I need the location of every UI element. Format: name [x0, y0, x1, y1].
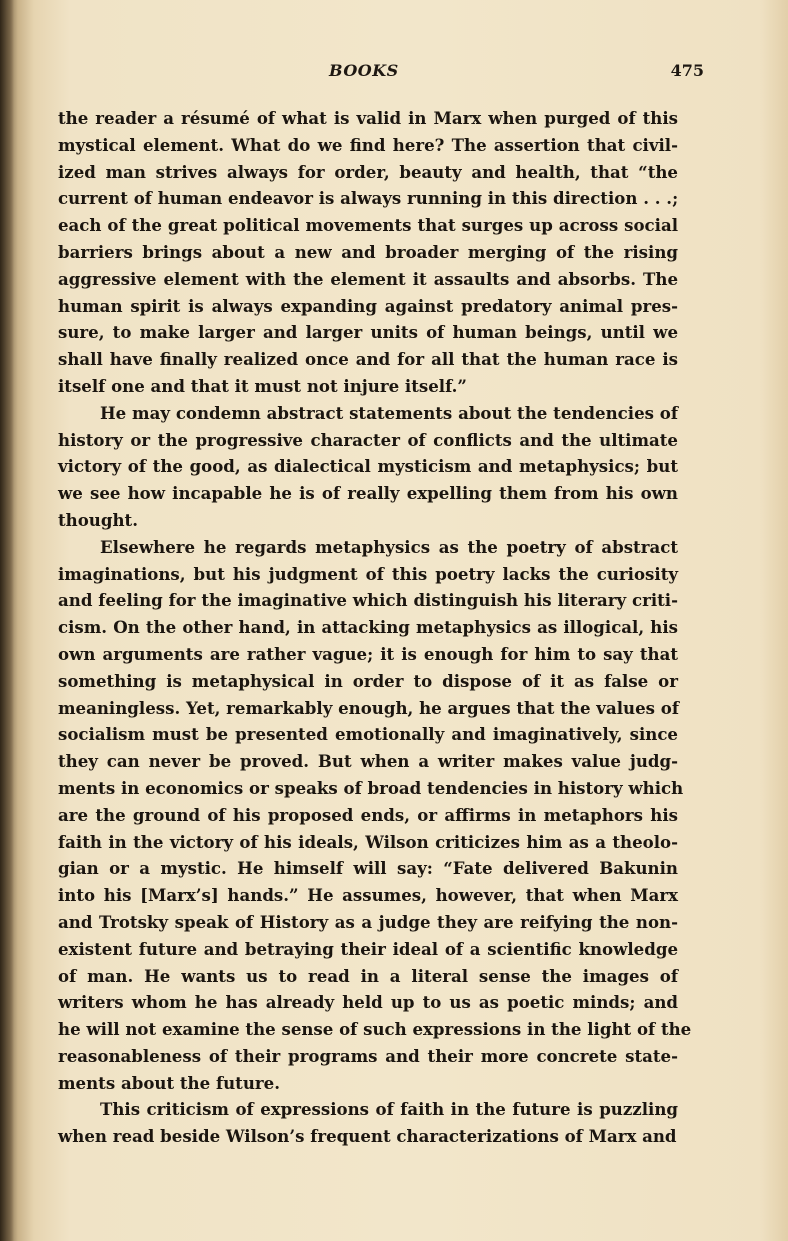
text-line: itself one and that it must not injure itself.”: [58, 375, 467, 396]
page-header: [56, 61, 756, 85]
text-line: barriers brings about a new and broader merging of the rising: [58, 241, 678, 262]
text-line: into his [Marx’s] hands.” He assumes, however, that when Marx: [58, 885, 678, 906]
text-line: cism. On the other hand, in attacking metaphysics as illogical, his: [58, 617, 678, 638]
text-line: something is metaphysical in order to dispose of it as false or: [58, 670, 678, 691]
text-line: meaningless. Yet, remarkably enough, he argues that the values of: [58, 697, 679, 718]
text-line: current of human endeavor is always running in this direction . . .;: [58, 188, 679, 209]
running-head: BOOKS: [329, 61, 399, 80]
text-line: Elsewhere he regards metaphysics as the poetry of abstract: [100, 536, 678, 557]
text-line: He may condemn abstract statements about the tendencies of: [100, 402, 678, 423]
paragraph-3: [58, 534, 692, 1097]
text-line: reasonableness of their programs and their more concrete state-: [58, 1045, 678, 1066]
text-line: the reader a résumé of what is valid in Marx when purged of this: [58, 108, 678, 128]
paragraph-4: [58, 1096, 678, 1150]
text-line: writers whom he has already held up to us as poetic minds; and: [58, 992, 678, 1013]
text-line: we see how incapable he is of really expelling them from his own: [58, 483, 678, 504]
text-line: mystical element. What do we find here? The assertion that civil-: [58, 134, 678, 155]
text-line: socialism must be presented emotionally and imaginatively, since: [58, 724, 678, 745]
text-line: and feeling for the imaginative which distinguish his literary criti-: [58, 590, 678, 611]
text-line: ments about the future.: [58, 1072, 280, 1093]
text-line: shall have finally realized once and for all that the human race is: [58, 349, 678, 370]
page-number: 475: [670, 61, 704, 80]
book-spine-shadow: [0, 0, 14, 1241]
text-line: of man. He wants us to read in a literal sense the images of: [58, 965, 678, 986]
text-line: sure, to make larger and larger units of human beings, until we: [58, 322, 678, 343]
paragraph-1: [58, 105, 678, 400]
text-line: aggressive element with the element it assaults and absorbs. The: [58, 268, 678, 289]
text-line: each of the great political movements that surges up across social: [58, 215, 678, 236]
text-line: existent future and betraying their ideal of a scientific knowledge: [58, 938, 678, 959]
text-line: faith in the victory of his ideals, Wilson criticizes him as a theolo-: [58, 831, 678, 852]
text-line: they can never be proved. But when a writer makes value judg-: [58, 751, 678, 772]
text-line: own arguments are rather vague; it is enough for him to say that: [58, 643, 678, 664]
text-line: and Trotsky speak of History as a judge they are reifying the non-: [58, 911, 678, 932]
text-line: when read beside Wilson’s frequent characterizations of Marx and: [58, 1126, 677, 1147]
text-line: gian or a mystic. He himself will say: “Fate delivered Bakunin: [58, 858, 678, 879]
text-line: are the ground of his proposed ends, or affirms in metaphors his: [58, 804, 678, 825]
text-line: he will not examine the sense of such expressions in the light of the: [58, 1019, 692, 1040]
text-line: thought.: [58, 509, 138, 530]
text-line: ments in economics or speaks of broad tendencies in history which: [58, 777, 684, 798]
text-line: human spirit is always expanding against predatory animal pres-: [58, 295, 678, 316]
text-line: victory of the good, as dialectical mysticism and metaphysics; but: [58, 456, 678, 477]
text-line: This criticism of expressions of faith in the future is puzzling: [100, 1099, 678, 1120]
paragraph-2: [58, 400, 678, 534]
text-line: ized man strives always for order, beauty and health, that “the: [58, 161, 678, 182]
text-line: imaginations, but his judgment of this poetry lacks the curiosity: [58, 563, 678, 584]
body-text: [58, 105, 692, 1150]
text-line: history or the progressive character of conflicts and the ultimate: [58, 429, 678, 450]
